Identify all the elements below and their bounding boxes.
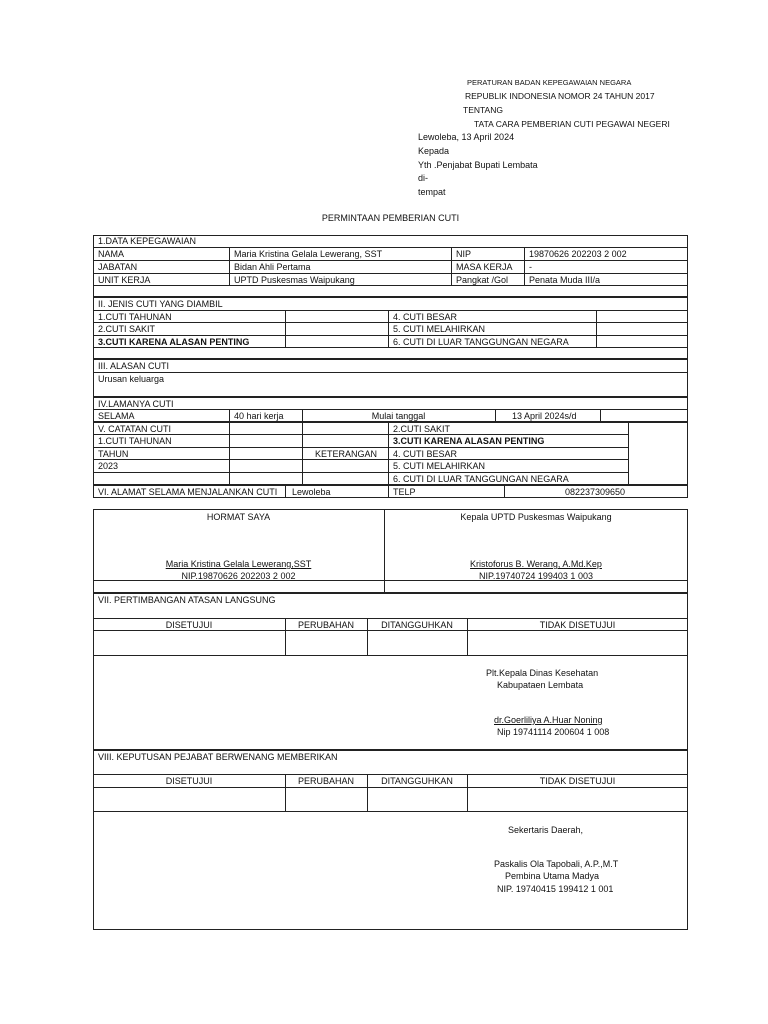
alamat-value: Lewoleba [292, 487, 331, 497]
section3-title: III. ALASAN CUTI [98, 361, 170, 371]
telp-label: TELP [393, 487, 416, 497]
pejabat-disetujui-header: DISETUJUI [165, 776, 213, 786]
kepala-uptd-name: Kristoforus B. Werang, A.Md.Kep [470, 559, 602, 569]
jenis-cuti-luar-tanggungan: 6. CUTI DI LUAR TANGGUNGAN NEGARA [393, 337, 569, 347]
unit-kerja-value: UPTD Puskesmas Waipukang [234, 275, 355, 285]
pangkat-value: Penata Muda III/a [529, 275, 601, 285]
section8-title: VIII. KEPUTUSAN PEJABAT BERWENANG MEMBERIKAN [98, 752, 338, 762]
jabatan-value: Bidan Ahli Pertama [234, 262, 311, 272]
nama-value: Maria Kristina Gelala Lewerang, SST [234, 249, 383, 259]
pejabat-sign-title: Sekertaris Daerah, [508, 825, 584, 835]
section4-title: IV.LAMANYA CUTI [98, 399, 174, 409]
atasan-sign-name: dr.Goerliliya A.Huar Noning [494, 715, 603, 725]
catatan-cuti-sakit: 2.CUTI SAKIT [393, 424, 451, 434]
catatan-cuti-melahirkan: 5. CUTI MELAHIRKAN [393, 461, 486, 471]
atasan-sign-nip: Nip 19741114 200604 1 008 [497, 727, 610, 737]
letter-to: Kepada [418, 146, 450, 156]
atasan-sign-title-2: Kabupataen Lembata [497, 680, 584, 690]
durasi-value: 40 hari kerja [234, 411, 284, 421]
kepala-uptd-nip: NIP.19740724 199403 1 003 [479, 571, 593, 581]
applicant-name: Maria Kristina Gelala Lewerang,SST [165, 559, 312, 569]
regulation-line-1: PERATURAN BADAN KEPEGAWAIAN NEGARA [467, 78, 632, 87]
pejabat-sign-rank: Pembina Utama Madya [505, 871, 600, 881]
letter-di: di- [418, 173, 429, 183]
letter-place-date: Lewoleba, 13 April 2024 [418, 132, 515, 142]
regulation-line-3: TENTANG [463, 105, 503, 115]
tanggal-mulai-value: 13 April 2024s/d [512, 411, 577, 421]
jenis-cuti-tahunan: 1.CUTI TAHUNAN [98, 312, 172, 322]
masa-kerja-value: - [529, 262, 532, 272]
regulation-line-4: TATA CARA PEMBERIAN CUTI PEGAWAI NEGERI [474, 119, 670, 129]
section2-title: II. JENIS CUTI YANG DIAMBIL [98, 299, 223, 309]
pejabat-tidak-disetujui-header: TIDAK DISETUJUI [539, 776, 616, 786]
section-catatan-cuti [93, 422, 688, 485]
catatan-cuti-alasan-penting: 3.CUTI KARENA ALASAN PENTING [393, 436, 545, 446]
pejabat-sign-name: Paskalis Ola Tapobali, A.P.,M.T [494, 859, 619, 869]
letter-addressee: Yth .Penjabat Bupati Lembata [418, 160, 538, 170]
atasan-tidak-disetujui-header: TIDAK DISETUJUI [539, 620, 616, 630]
pejabat-sign-nip: NIP. 19740415 199412 1 001 [497, 884, 614, 894]
nip-value: 19870626 202203 2 002 [529, 249, 627, 259]
section7-title: VII. PERTIMBANGAN ATASAN LANGSUNG [98, 595, 276, 605]
atasan-ditangguhkan-header: DITANGGUHKAN [381, 620, 453, 630]
section5-title: V. CATATAN CUTI [98, 424, 172, 434]
atasan-disetujui-header: DISETUJUI [165, 620, 213, 630]
jenis-cuti-besar: 4. CUTI BESAR [393, 312, 458, 322]
keterangan-label: KETERANGAN [315, 449, 378, 459]
alasan-cuti-value: Urusan keluarga [98, 374, 165, 384]
catatan-cuti-luar-tanggungan: 6. CUTI DI LUAR TANGGUNGAN NEGARA [393, 474, 569, 484]
masa-kerja-label: MASA KERJA [456, 262, 513, 272]
form-title: PERMINTAAN PEMBERIAN CUTI [321, 213, 460, 223]
letter-tempat: tempat [418, 187, 446, 197]
pejabat-perubahan-header: PERUBAHAN [297, 776, 354, 786]
jenis-cuti-melahirkan: 5. CUTI MELAHIRKAN [393, 324, 486, 334]
kepala-uptd-title: Kepala UPTD Puskesmas Waipukang [460, 512, 612, 522]
jenis-cuti-alasan-penting: 3.CUTI KARENA ALASAN PENTING [98, 337, 250, 347]
atasan-perubahan-header: PERUBAHAN [297, 620, 354, 630]
selama-label: SELAMA [98, 411, 135, 421]
telp-value: 082237309650 [565, 487, 626, 497]
section-alasan-cuti [93, 359, 688, 397]
tahun-value: 2023 [98, 461, 119, 471]
atasan-sign-title-1: Plt.Kepala Dinas Kesehatan [486, 668, 599, 678]
pejabat-ditangguhkan-header: DITANGGUHKAN [381, 776, 453, 786]
tahun-label: TAHUN [98, 449, 129, 459]
jenis-cuti-sakit: 2.CUTI SAKIT [98, 324, 156, 334]
jabatan-label: JABATAN [98, 262, 138, 272]
section6-title: VI. ALAMAT SELAMA MENJALANKAN CUTI [98, 487, 278, 497]
catatan-cuti-tahunan: 1.CUTI TAHUNAN [98, 436, 172, 446]
applicant-nip: NIP.19870626 202203 2 002 [181, 571, 296, 581]
regulation-line-2: REPUBLIK INDONESIA NOMOR 24 TAHUN 2017 [465, 91, 655, 101]
catatan-cuti-besar: 4. CUTI BESAR [393, 449, 458, 459]
mulai-tanggal-label: Mulai tanggal [371, 411, 426, 421]
nama-label: NAMA [98, 249, 125, 259]
nip-label: NIP [456, 249, 472, 259]
pangkat-label: Pangkat /Gol [456, 275, 509, 285]
hormat-saya: HORMAT SAYA [206, 512, 271, 522]
section1-title: 1.DATA KEPEGAWAIAN [98, 236, 197, 246]
unit-kerja-label: UNIT KERJA [98, 275, 151, 285]
